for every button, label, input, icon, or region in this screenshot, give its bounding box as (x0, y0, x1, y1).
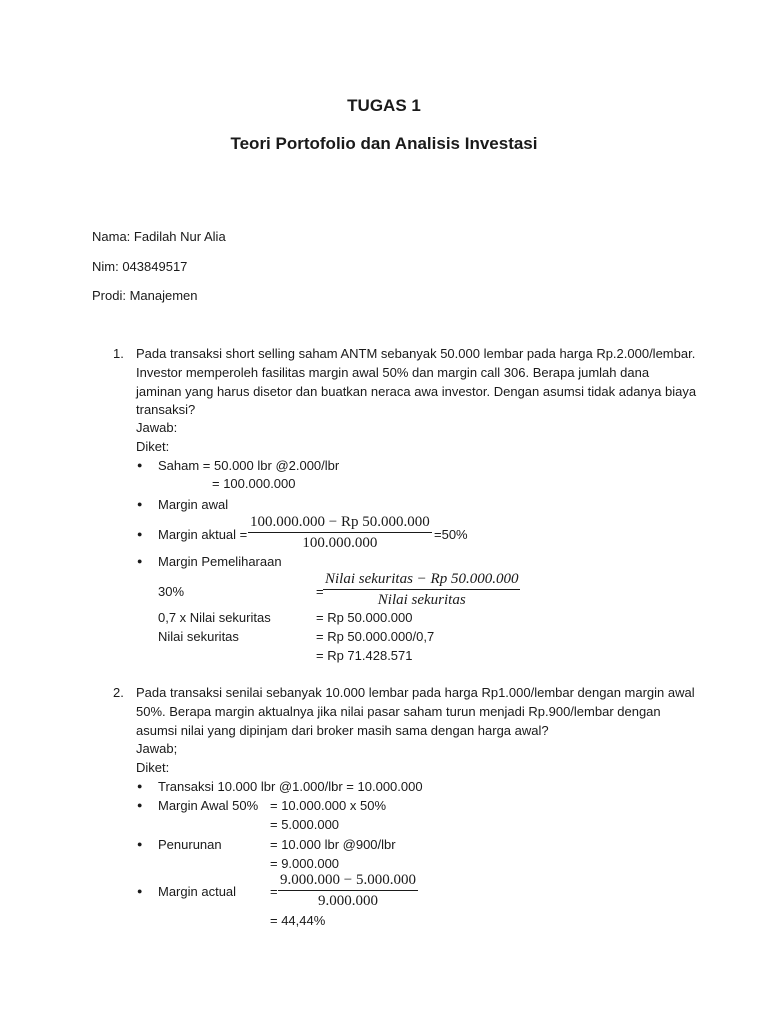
step-2-right: = Rp 50.000.000/0,7 (316, 629, 435, 644)
margin-actual-fraction (278, 871, 418, 910)
answer-label: Jawab; (136, 741, 178, 756)
percent-30: 30% (158, 584, 185, 599)
penurunan-label: Penurunan (158, 837, 222, 852)
step-1-right: = Rp 50.000.000 (316, 610, 413, 625)
fraction-bar (248, 532, 432, 533)
penurunan-value: = 9.000.000 (270, 856, 340, 871)
step-1-left: 0,7 x Nilai sekuritas (158, 610, 271, 625)
bullet-icon: ● (137, 839, 143, 849)
bullet-icon: ● (137, 460, 143, 470)
equals-sign: = (270, 884, 278, 899)
document-subtitle: Teori Portofolio dan Analisis Investasi (230, 134, 538, 153)
equals-sign: = (316, 584, 324, 599)
answer-label: Jawab: (136, 420, 178, 435)
fraction-bar (323, 589, 520, 590)
step-3-right: = Rp 71.428.571 (316, 648, 413, 663)
fraction-denominator: 100.000.000 (302, 535, 378, 551)
question-1-line: jaminan yang harus disetor dan buatkan neraca awa investor. Dengan asumsi tidak adanya biaya (136, 384, 697, 399)
question-2-number: 2. (113, 685, 124, 700)
fraction-numerator: 100.000.000 − Rp 50.000.000 (250, 514, 430, 530)
student-nim: Nim: 043849517 (92, 259, 188, 274)
student-name: Nama: Fadilah Nur Alia (92, 229, 226, 244)
question-1-line: Pada transaksi short selling saham ANTM sebanyak 50.000 lembar pada harga Rp.2.000/lembar. (136, 346, 696, 361)
saham-total: = 100.000.000 (212, 476, 296, 491)
fraction-bar (278, 890, 418, 891)
margin-aktual-label: Margin aktual = (158, 527, 248, 542)
fraction-numerator: Nilai sekuritas − Rp 50.000.000 (325, 571, 519, 587)
question-2-line: asumsi nilai yang dipinjam dari broker masih sama dengan harga awal? (136, 723, 549, 738)
question-1-line: Investor memperoleh fasilitas margin awal 50% dan margin call 306. Berapa jumlah dana (136, 365, 650, 380)
margin-aktual-result: =50% (434, 527, 468, 542)
margin-awal-value: = 10.000.000 x 50% (270, 798, 387, 813)
bullet-icon: ● (137, 886, 143, 896)
saham-line: Saham = 50.000 lbr @2.000/lbr (158, 458, 340, 473)
question-2-line: Pada transaksi senilai sebanyak 10.000 lembar pada harga Rp1.000/lembar dengan margin awal (136, 685, 695, 700)
fraction-denominator: 9.000.000 (317, 893, 378, 909)
bullet-icon: ● (137, 556, 143, 566)
margin-pemeliharaan-label: Margin Pemeliharaan (158, 554, 282, 569)
transaksi-line: Transaksi 10.000 lbr @1.000/lbr = 10.000.000 (158, 779, 423, 794)
given-label: Diket: (136, 439, 170, 454)
bullet-icon: ● (137, 800, 143, 810)
bullet-icon: ● (137, 529, 143, 539)
step-2-left: Nilai sekuritas (158, 629, 239, 644)
fraction-denominator: Nilai sekuritas (377, 592, 466, 608)
fraction-numerator: 9.000.000 − 5.000.000 (280, 872, 416, 888)
penurunan-value: = 10.000 lbr @900/lbr (270, 837, 396, 852)
question-1-number: 1. (113, 346, 124, 361)
given-label: Diket: (136, 760, 170, 775)
question-2-line: 50%. Berapa margin aktualnya jika nilai pasar saham turun menjadi Rp.900/lembar dengan (136, 704, 661, 719)
bullet-icon: ● (137, 499, 143, 509)
margin-awal-value: = 5.000.000 (270, 817, 340, 832)
maintenance-fraction (323, 570, 520, 609)
bullet-icon: ● (137, 781, 143, 791)
margin-awal-label: Margin Awal 50% (158, 798, 259, 813)
question-1-line: transaksi? (136, 402, 196, 417)
document-title: TUGAS 1 (347, 96, 421, 115)
margin-actual-label: Margin actual (158, 884, 237, 899)
margin-awal-label: Margin awal (158, 497, 229, 512)
student-prodi: Prodi: Manajemen (92, 288, 198, 303)
margin-actual-result: = 44,44% (270, 913, 326, 928)
margin-aktual-fraction (248, 513, 432, 552)
